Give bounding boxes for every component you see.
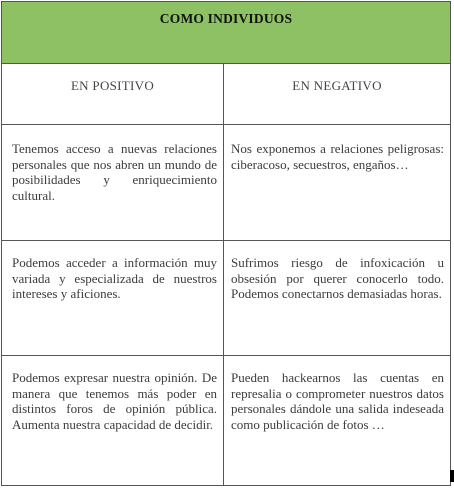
cell-positive-2: Podemos acceder a información muy variada y especializada de nuestros intereses y aficiones. <box>12 255 217 302</box>
column-header-positive: EN POSITIVO <box>70 78 155 93</box>
column-divider <box>223 64 224 485</box>
row-divider <box>2 240 450 241</box>
cell-negative-2: Sufrimos riesgo de infoxicación u obsesión por querer conocerlo todo. Podemos conectarnos demasiadas horas. <box>231 255 444 302</box>
table-title: COMO INDIVIDUOS <box>159 11 293 26</box>
row-divider <box>2 355 450 356</box>
column-header-negative: EN NEGATIVO <box>292 78 382 93</box>
row-divider <box>2 124 450 125</box>
cell-positive-3: Podemos expresar nuestra opinión. De manera que tenemos más poder en distintos foros de opinión pública. Aumenta nuestra capacidad de decidir. <box>12 370 217 433</box>
individuals-table <box>1 1 451 486</box>
cell-negative-1: Nos exponemos a relaciones peligrosas: ciberacoso, secuestros, engaños… <box>231 141 444 172</box>
edge-mark <box>450 470 454 482</box>
table-title-row <box>2 2 450 64</box>
cell-positive-1: Tenemos acceso a nuevas relaciones personales que nos abren un mundo de posibilidades y enriquecimiento cultural. <box>12 141 217 204</box>
cell-negative-3: Pueden hackearnos las cuentas en represalia o comprometer nuestros datos personales dándole una salida indeseada como publicación de fotos … <box>231 370 444 433</box>
